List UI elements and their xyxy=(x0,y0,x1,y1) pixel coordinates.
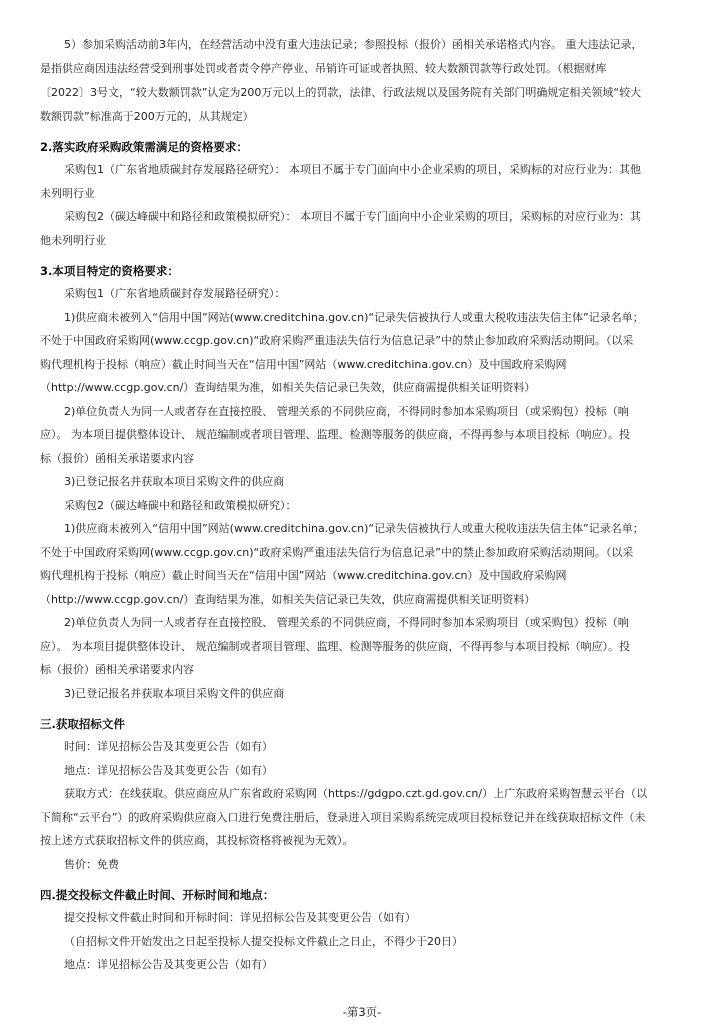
para-line: 是指供应商因违法经营受到刑事处罚或者责令停产停业、吊销许可证或者执照、较大数额罚款等行政处罚。（根据财库 xyxy=(40,62,607,75)
para-line: 标（报价）函相关承诺要求内容 xyxy=(40,663,194,676)
para-line: 不处于中国政府采购网(www.ccgp.gov.cn)“政府采购严重违法失信行为信息记录”中的禁止参加政府采购活动期间。（以采 xyxy=(40,546,634,559)
para-line: 地点：详见招标公告及其变更公告（如有） xyxy=(64,764,273,777)
para-line: 采购包1（广东省地质碳封存发展路径研究）： xyxy=(64,287,286,300)
para-line: 获取方式：在线获取。供应商应从广东省政府采购网（https://gdgpo.czt.gd.gov.cn/）上广东政府采购智慧云平台（以 xyxy=(64,787,648,800)
para-line: 1)供应商未被列入“信用中国”网站(www.creditchina.gov.cn)“记录失信被执行人或重大税收违法失信主体”记录名单； xyxy=(64,311,644,324)
para-line: 下简称“云平台”）的政府采购供应商入口进行免费注册后，登录进入项目采购系统完成项目投标登记并在线获取招标文件（未 xyxy=(40,811,646,824)
para-line: （http://www.ccgp.gov.cn/）查询结果为准，如相关失信记录已失效，供应商需提供相关证明资料） xyxy=(40,381,536,394)
para-line: 标（报价）函相关承诺要求内容 xyxy=(40,452,194,465)
para-line: 5）参加采购活动前3年内，在经营活动中没有重大违法记录；参照投标（报价）函相关承诺格式内容。 重大违法记录， xyxy=(64,38,643,51)
para-line: 时间：详见招标公告及其变更公告（如有） xyxy=(64,740,273,753)
section-heading: 三.获取招标文件 xyxy=(40,717,125,731)
para-line: 未列明行业 xyxy=(40,187,95,200)
para-line: 数额罚款”标准高于200万元的，从其规定） xyxy=(40,110,254,123)
section-heading: 2.落实政府采购政策需满足的资格要求： xyxy=(40,140,248,154)
para-line: 售价：免费 xyxy=(64,858,119,871)
para-line: 购代理机构于投标（响应）截止时间当天在“信用中国”网站（www.creditchina.gov.cn）及中国政府采购网 xyxy=(40,569,567,582)
para-line: （http://www.ccgp.gov.cn/）查询结果为准，如相关失信记录已失效，供应商需提供相关证明资料） xyxy=(40,593,536,606)
para-line: 〔2022〕3号文，“较大数额罚款”认定为200万元以上的罚款，法律、行政法规以及国务院有关部门明确规定相关领域“较大 xyxy=(40,86,642,99)
section-heading: 四.提交投标文件截止时间、开标时间和地点： xyxy=(40,888,275,902)
section-heading: 3.本项目特定的资格要求： xyxy=(40,264,179,278)
para-line: 3)已登记报名并获取本项目采购文件的供应商 xyxy=(64,687,285,700)
para-line: 采购包1（广东省地质碳封存发展路径研究）： 本项目不属于专门面向中小企业采购的项目，采购标的对应行业为：其他 xyxy=(64,163,641,176)
para-line: 3)已登记报名并获取本项目采购文件的供应商 xyxy=(64,475,285,488)
para-line: 2)单位负责人为同一人或者存在直接控股、 管理关系的不同供应商，不得同时参加本采购项目（或采购包）投标（响 xyxy=(64,616,629,629)
para-line: 按上述方式获取招标文件的供应商，其投标资格将被视为无效）。 xyxy=(40,834,354,847)
para-line: 应）。 为本项目提供整体设计、 规范编制或者项目管理、监理、检测等服务的供应商，不得再参与本项目投标（响应）。投 xyxy=(40,428,630,441)
para-line: 1)供应商未被列入“信用中国”网站(www.creditchina.gov.cn)“记录失信被执行人或重大税收违法失信主体”记录名单； xyxy=(64,522,644,535)
para-line: 采购包2（碳达峰碳中和路径和政策模拟研究）： 本项目不属于专门面向中小企业采购的项目，采购标的对应行业为：其 xyxy=(64,210,641,223)
para-line: 采购包2（碳达峰碳中和路径和政策模拟研究）： xyxy=(64,499,297,512)
para-line: 2)单位负责人为同一人或者存在直接控股、 管理关系的不同供应商，不得同时参加本采购项目（或采购包）投标（响 xyxy=(64,405,629,418)
para-line: 不处于中国政府采购网(www.ccgp.gov.cn)“政府采购严重违法失信行为信息记录”中的禁止参加政府采购活动期间。（以采 xyxy=(40,334,634,347)
para-line: 提交投标文件截止时间和开标时间：详见招标公告及其变更公告（如有） xyxy=(64,911,416,924)
para-line: 地点：详见招标公告及其变更公告（如有） xyxy=(64,958,273,971)
para-line: 他未列明行业 xyxy=(40,234,106,247)
para-line: （自招标文件开始发出之日起至投标人提交投标文件截止之日止，不得少于20日） xyxy=(64,935,463,948)
page-number: -第3页- xyxy=(342,1005,382,1019)
para-line: 应）。 为本项目提供整体设计、 规范编制或者项目管理、监理、检测等服务的供应商，不得再参与本项目投标（响应）。投 xyxy=(40,640,630,653)
para-line: 购代理机构于投标（响应）截止时间当天在“信用中国”网站（www.creditchina.gov.cn）及中国政府采购网 xyxy=(40,358,567,371)
